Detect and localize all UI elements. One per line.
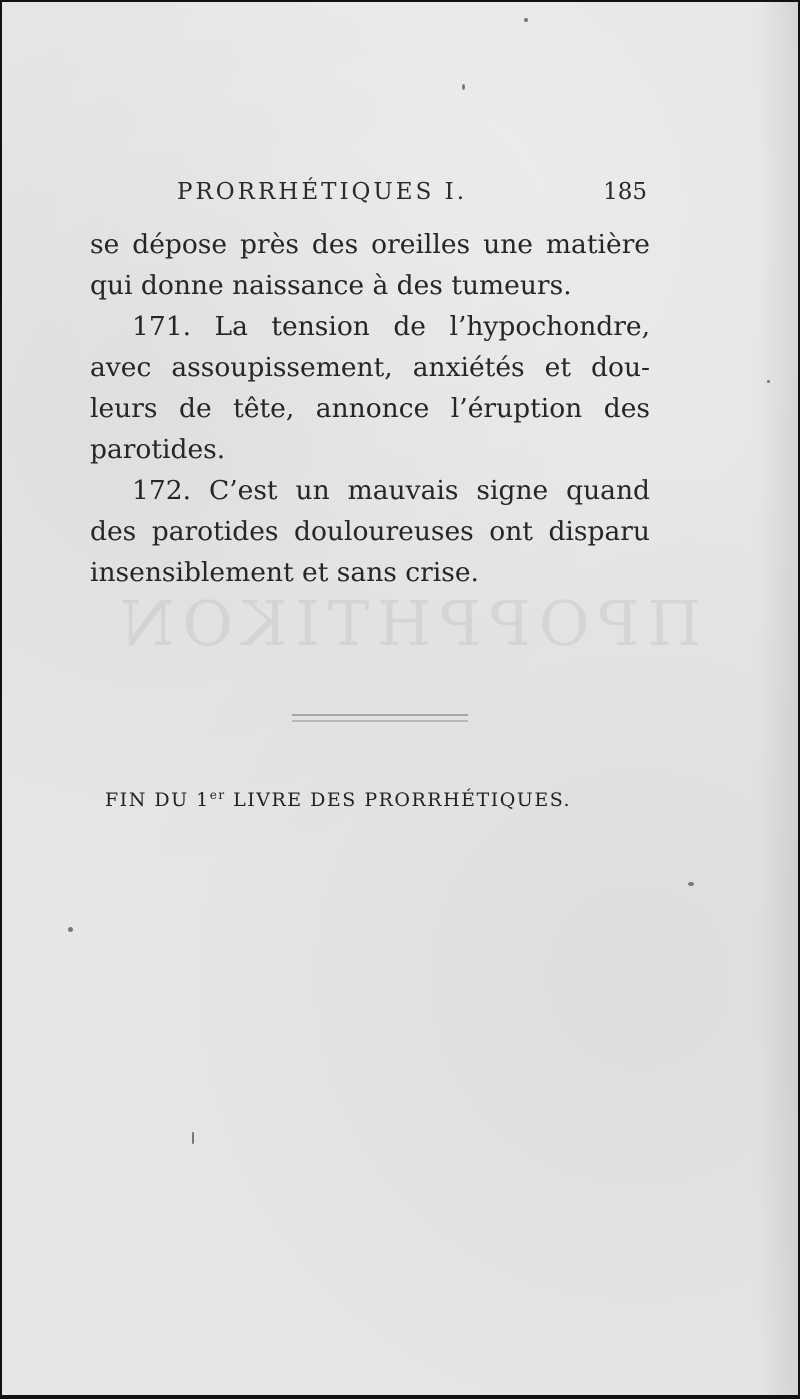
book-page <box>2 2 798 1395</box>
text-line: se dépose près des oreilles une matière <box>90 229 650 260</box>
colophon <box>105 778 645 817</box>
aphorism-172-line: 172. C’est un mauvais signe quand <box>132 475 650 506</box>
paper-speck <box>524 18 528 22</box>
section-rule <box>292 714 468 722</box>
page-header <box>177 172 647 212</box>
colophon-superscript: er <box>209 788 226 802</box>
paper-speck <box>767 380 770 383</box>
paper-speck <box>688 882 694 886</box>
body-text <box>90 224 650 593</box>
bleed-through-decoration: ΠΡΟΡΡΗΤΙΚΟΝ <box>112 587 702 660</box>
paper-speck <box>68 927 73 932</box>
paper-speck <box>192 1132 194 1144</box>
text-line: parotides. <box>90 434 226 465</box>
text-line: avec assoupissement, anxiétés et dou- <box>90 352 650 383</box>
page-number: 185 <box>603 179 647 205</box>
colophon-suffix: LIVRE DES PRORRHÉTIQUES. <box>225 789 572 811</box>
text-line: des parotides douloureuses ont disparu <box>90 516 650 547</box>
text-line: qui donne naissance à des tumeurs. <box>90 270 572 301</box>
colophon-prefix: FIN DU 1 <box>105 789 210 811</box>
text-line: leurs de tête, annonce l’éruption des <box>90 393 650 424</box>
page-edge-shadow <box>758 2 798 1395</box>
running-title: PRORRHÉTIQUES I. <box>177 179 468 205</box>
aphorism-171-line: 171. La tension de l’hypochondre, <box>132 311 650 342</box>
paper-speck <box>462 84 465 90</box>
text-line: insensiblement et sans crise. <box>90 557 479 588</box>
